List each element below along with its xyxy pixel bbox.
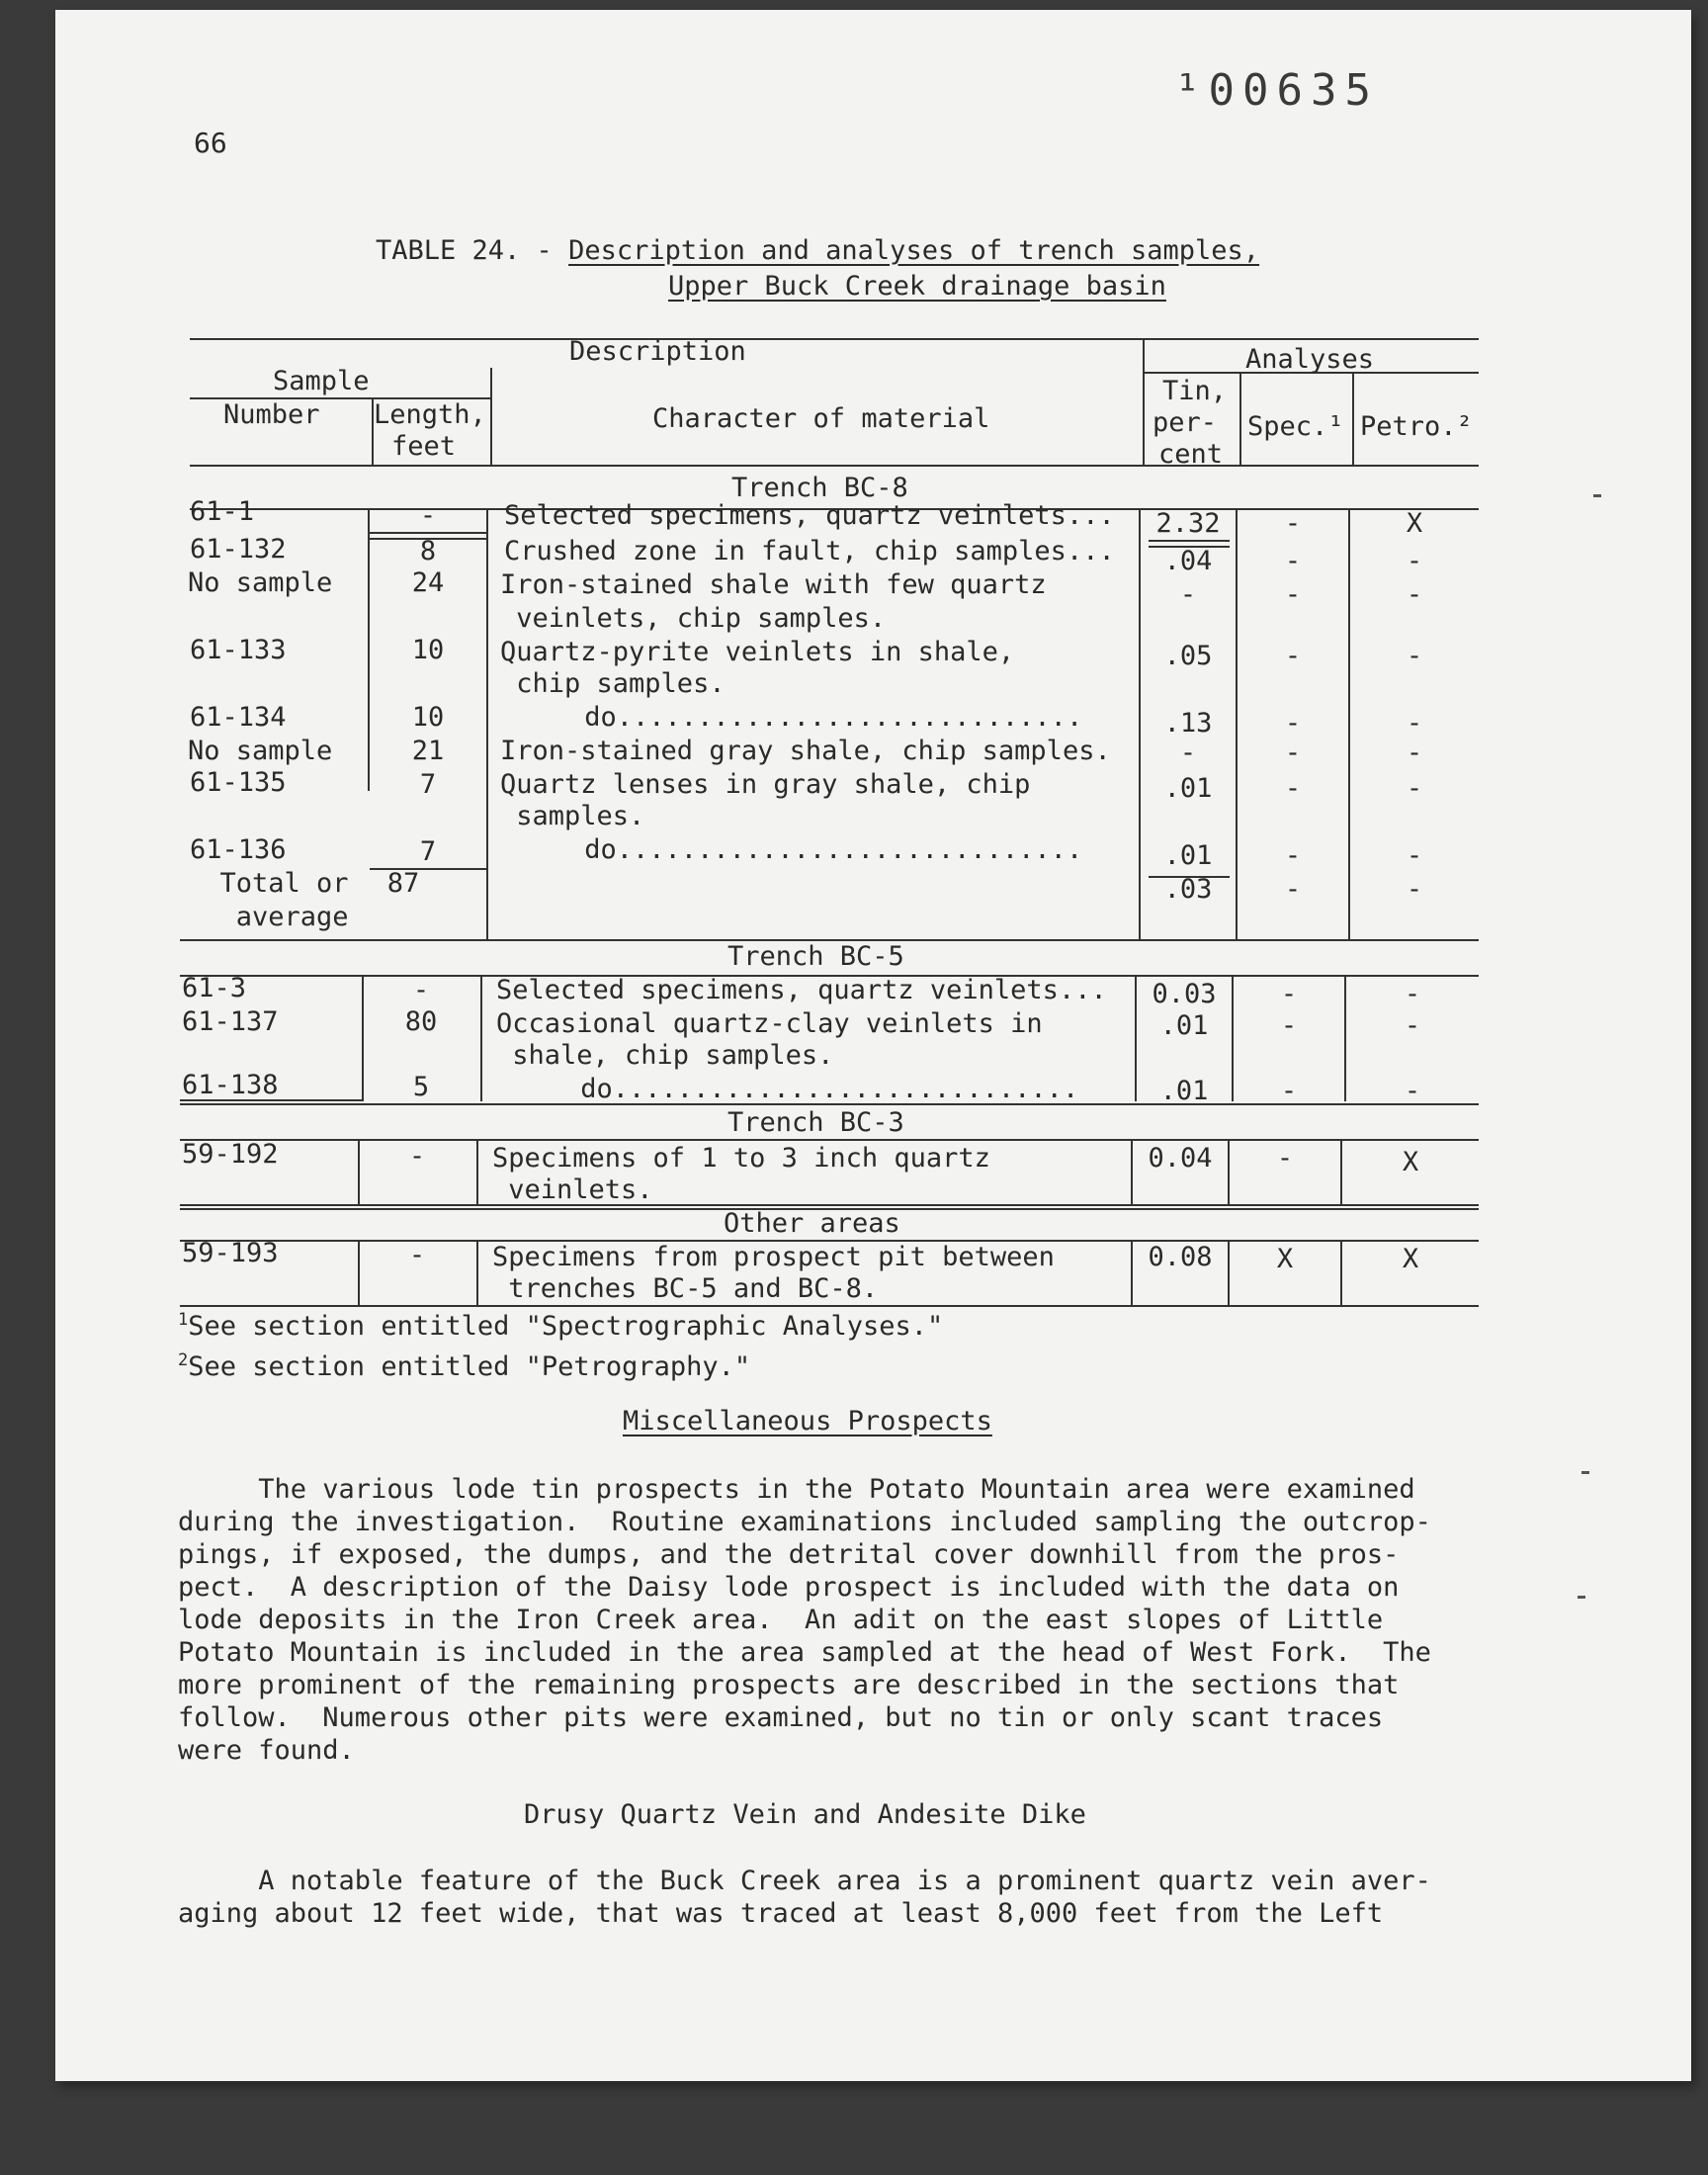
- table-row-spec: -: [1284, 738, 1302, 768]
- table-row-character: Occasional quartz-clay veinlets in: [496, 1008, 1043, 1039]
- table-row-spec: -: [1284, 641, 1302, 671]
- table-row-petro: -: [1406, 579, 1423, 610]
- header-tin-per: per-: [1153, 407, 1218, 438]
- table-row-number: 61-3: [182, 973, 247, 1003]
- header-analyses: Analyses: [1245, 344, 1375, 375]
- footnote-1: $^1$See section entitled "Spectrographic Analyses.": [178, 1310, 944, 1342]
- table-row-spec: -: [1280, 979, 1298, 1009]
- table-row-petro: X: [1402, 1147, 1419, 1177]
- table-row-number: No sample: [188, 736, 333, 766]
- table-row-tin: .05: [1163, 641, 1213, 671]
- table-row-character: do.............................: [504, 834, 1083, 865]
- table-footnotes: [178, 1303, 943, 1384]
- footnote-2: $^2$See section entitled "Petrography.": [178, 1350, 751, 1382]
- section-title: Trench BC-8: [731, 473, 908, 503]
- table-row-number: 61-138: [182, 1070, 279, 1100]
- table-row-tin: .01: [1159, 1010, 1209, 1041]
- table-row-spec: -: [1284, 840, 1302, 871]
- table-row-tin: .01: [1159, 1076, 1209, 1106]
- table-row-length: -: [408, 1141, 426, 1172]
- body-paragraph: The various lode tin prospects in the Potato Mountain area were examined during the investigation. Routine examinations included sampling the outcrop- pings, if exposed, the dumps, and the detrital cover downhill from the pros- pect. A description of the Daisy lode prospect is included with the data on lode deposits in the Iron Creek area. An adit on the east slopes of Little Potato Mountain is included in the area sampled at the head of West Fork. The more prominent of the remaining prospects are described in the sections that follow. Numerous other pits were examined, but no tin or only scant traces were found.: [178, 1474, 1431, 1766]
- section-title: Other areas: [724, 1208, 900, 1239]
- table-row-spec: X: [1276, 1244, 1294, 1274]
- table-row-petro: -: [1404, 1076, 1421, 1106]
- margin-mark: [1581, 1471, 1589, 1474]
- table-row-length: 10: [411, 635, 445, 665]
- table-total-label: Total or: [188, 868, 349, 899]
- table-row-spec: -: [1280, 1076, 1298, 1106]
- table-row-character: do.............................: [504, 702, 1083, 733]
- table-row-character: Selected specimens, quartz veinlets...: [504, 500, 1115, 531]
- table-row-tin: .01: [1163, 773, 1213, 804]
- table-row-length: 8: [419, 536, 437, 566]
- table-row-character-cont: trenches BC-5 and BC-8.: [492, 1273, 879, 1304]
- page-number: 66: [194, 127, 227, 159]
- header-description: Description: [569, 336, 746, 367]
- table-row-length: 21: [411, 736, 445, 766]
- header-sample: Sample: [273, 366, 370, 396]
- table-row-character: Quartz lenses in gray shale, chip: [500, 769, 1031, 800]
- table-total-spec: -: [1284, 874, 1302, 905]
- table-row-petro: -: [1404, 1010, 1421, 1041]
- header-length-unit: feet: [391, 431, 457, 462]
- table-row-spec: -: [1284, 508, 1302, 539]
- table-row-petro: -: [1406, 708, 1423, 739]
- table-row-petro: -: [1404, 979, 1421, 1009]
- table-row-length: 24: [411, 567, 445, 598]
- section-title: Trench BC-3: [727, 1107, 904, 1138]
- table-row-spec: -: [1284, 579, 1302, 610]
- table-row-petro: -: [1406, 840, 1423, 871]
- table-row-character-cont: samples.: [500, 801, 645, 831]
- table-total-petro: -: [1406, 874, 1423, 905]
- document-id: ¹00635: [1174, 65, 1379, 116]
- data-table: [178, 326, 1479, 1315]
- table-row-petro: X: [1406, 508, 1423, 539]
- table-row-character-cont: veinlets, chip samples.: [500, 603, 887, 634]
- table-caption-title-1: Description and analyses of trench samples,: [568, 235, 1260, 266]
- table-row-length: -: [419, 500, 437, 531]
- table-row-character: Selected specimens, quartz veinlets...: [496, 975, 1107, 1005]
- table-caption-prefix: TABLE 24. -: [376, 235, 569, 266]
- header-length: Length,: [374, 399, 486, 430]
- header-character: Character of material: [652, 403, 990, 434]
- table-row-length: 7: [419, 836, 437, 867]
- margin-mark: [1578, 1596, 1585, 1599]
- table-row-number: 61-132: [190, 534, 287, 565]
- table-row-number: No sample: [188, 567, 333, 598]
- table-row-petro: -: [1406, 773, 1423, 804]
- table-row-tin: .04: [1163, 546, 1213, 576]
- header-number: Number: [223, 399, 320, 430]
- table-row-tin: .01: [1163, 840, 1213, 871]
- table-row-petro: X: [1402, 1244, 1419, 1274]
- header-petro: Petro.²: [1360, 411, 1473, 442]
- table-row-character: do.............................: [500, 1074, 1079, 1104]
- table-total-label-cont: average: [188, 902, 349, 932]
- table-row-character: Quartz-pyrite veinlets in shale,: [500, 637, 1015, 667]
- table-row-petro: -: [1406, 738, 1423, 768]
- body-paragraph: A notable feature of the Buck Creek area is a prominent quartz vein aver- aging about 12 feet wide, that was traced at least 8,000 feet from the Left: [178, 1866, 1431, 1929]
- table-row-tin: -: [1179, 738, 1197, 768]
- table-row-number: 61-134: [190, 702, 287, 733]
- header-spec: Spec.¹: [1247, 411, 1344, 442]
- margin-mark: [1593, 494, 1601, 497]
- table-row-length: 80: [404, 1006, 438, 1037]
- table-row-number: 61-135: [190, 767, 287, 798]
- table-row-character: Specimens of 1 to 3 inch quartz: [492, 1143, 990, 1174]
- table-row-tin: 2.32: [1155, 508, 1221, 539]
- table-row-spec: -: [1284, 546, 1302, 576]
- table-row-petro: -: [1406, 546, 1423, 576]
- header-tin-cent: cent: [1158, 439, 1224, 470]
- section-heading: Miscellaneous Prospects: [623, 1406, 992, 1436]
- table-row-number: 61-137: [182, 1006, 279, 1037]
- table-row-tin: 0.08: [1148, 1242, 1213, 1272]
- table-row-tin: -: [1179, 579, 1197, 610]
- section-title: Trench BC-5: [727, 941, 904, 972]
- table-row-tin: .13: [1163, 708, 1213, 739]
- table-total-tin: .03: [1163, 874, 1213, 905]
- table-caption-title-2: Upper Buck Creek drainage basin: [668, 271, 1166, 302]
- table-row-length: 7: [419, 769, 437, 800]
- table-row-character: Iron-stained shale with few quartz: [500, 569, 1047, 600]
- table-row-number: 61-1: [190, 496, 255, 527]
- table-row-tin: 0.03: [1152, 979, 1217, 1009]
- table-row-character: Iron-stained gray shale, chip samples.: [500, 736, 1111, 766]
- table-row-character-cont: veinlets.: [492, 1174, 653, 1205]
- table-row-character-cont: chip samples.: [500, 668, 726, 699]
- table-row-length: 10: [411, 702, 445, 733]
- table-row-spec: -: [1276, 1143, 1294, 1174]
- table-row-number: 61-136: [190, 834, 287, 865]
- table-row-character: Specimens from prospect pit between: [492, 1242, 1055, 1272]
- table-row-number: 59-192: [182, 1139, 279, 1170]
- table-row-petro: -: [1406, 641, 1423, 671]
- table-row-spec: -: [1284, 773, 1302, 804]
- table-row-number: 61-133: [190, 635, 287, 665]
- table-row-tin: 0.04: [1148, 1143, 1213, 1174]
- table-row-spec: -: [1280, 1010, 1298, 1041]
- table-row-character: Crushed zone in fault, chip samples...: [504, 536, 1115, 566]
- sub-heading: Drusy Quartz Vein and Andesite Dike: [524, 1799, 1086, 1830]
- table-row-length: -: [408, 1240, 426, 1270]
- table-total-length: 87: [386, 868, 420, 899]
- table-row-number: 59-193: [182, 1238, 279, 1268]
- header-tin: Tin,: [1162, 376, 1228, 406]
- table-row-length: 5: [412, 1072, 430, 1102]
- table-row-spec: -: [1284, 708, 1302, 739]
- table-row-character-cont: shale, chip samples.: [496, 1040, 834, 1071]
- table-caption: [376, 233, 1259, 304]
- table-row-length: -: [412, 975, 430, 1005]
